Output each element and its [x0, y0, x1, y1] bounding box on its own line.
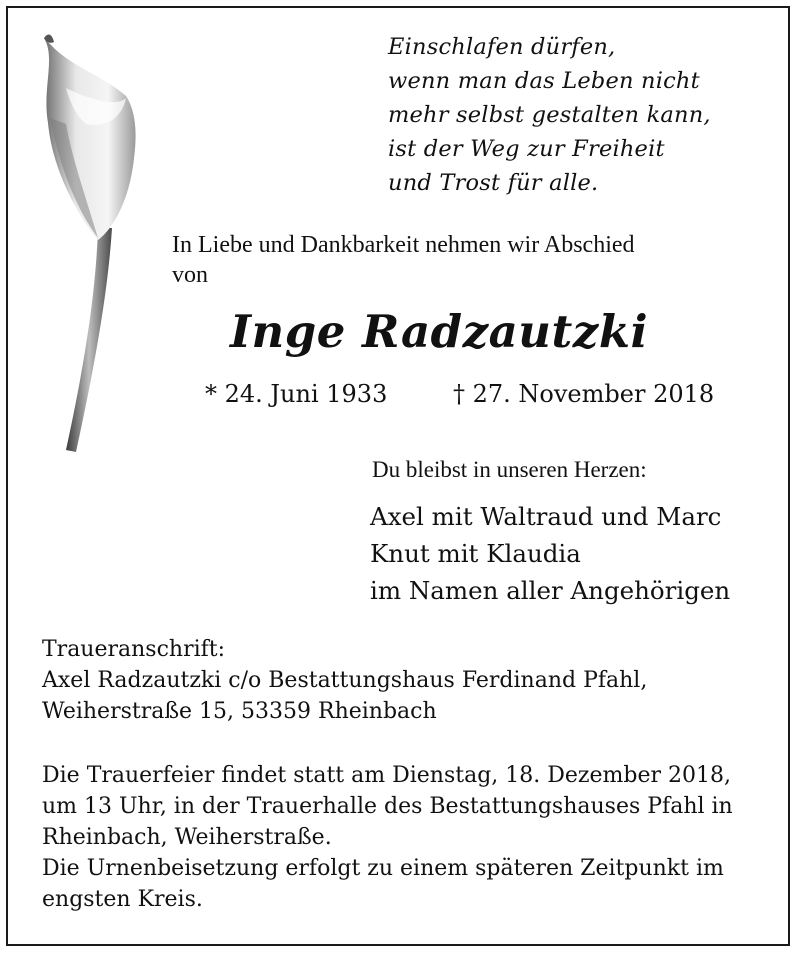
address-label: Traueranschrift:	[42, 637, 226, 662]
poem-line: wenn man das Leben nicht	[388, 68, 700, 94]
poem-line: ist der Weg zur Freiheit	[388, 136, 665, 162]
farewell-intro	[172, 230, 772, 290]
ceremony-line: Rheinbach, Weiherstraße.	[42, 825, 332, 850]
mourning-address	[42, 634, 762, 727]
mourners-list	[370, 498, 790, 609]
ceremony-details	[42, 760, 772, 915]
ceremony-line: engsten Kreis.	[42, 887, 203, 912]
intro-line: In Liebe und Dankbarkeit nehmen wir Abschied	[172, 232, 635, 258]
address-line: Weiherstraße 15, 53359 Rheinbach	[42, 699, 437, 724]
memorial-poem	[388, 30, 778, 200]
ceremony-line: um 13 Uhr, in der Trauerhalle des Bestattungshauses Pfahl in	[42, 794, 733, 819]
deceased-name: Inge Radzautzki	[230, 305, 649, 358]
birth-date: * 24. Juni 1933	[205, 380, 388, 408]
mourner-line: Axel mit Waltraud und Marc	[370, 502, 722, 531]
ceremony-line: Die Trauerfeier findet statt am Dienstag, 18. Dezember 2018,	[42, 763, 731, 788]
poem-line: mehr selbst gestalten kann,	[388, 102, 711, 128]
mourner-line: Knut mit Klaudia	[370, 539, 581, 568]
ceremony-line: Die Urnenbeisetzung erfolgt zu einem späteren Zeitpunkt im	[42, 856, 724, 881]
mourners-heading: Du bleibst in unseren Herzen:	[372, 457, 647, 482]
poem-line: Einschlafen dürfen,	[388, 34, 616, 60]
poem-line: und Trost für alle.	[388, 170, 599, 196]
calla-lily-image	[26, 28, 156, 458]
intro-line: von	[172, 262, 208, 288]
death-date: † 27. November 2018	[453, 380, 715, 408]
mourner-line: im Namen aller Angehörigen	[370, 576, 731, 605]
address-line: Axel Radzautzki c/o Bestattungshaus Ferdinand Pfahl,	[42, 668, 648, 693]
